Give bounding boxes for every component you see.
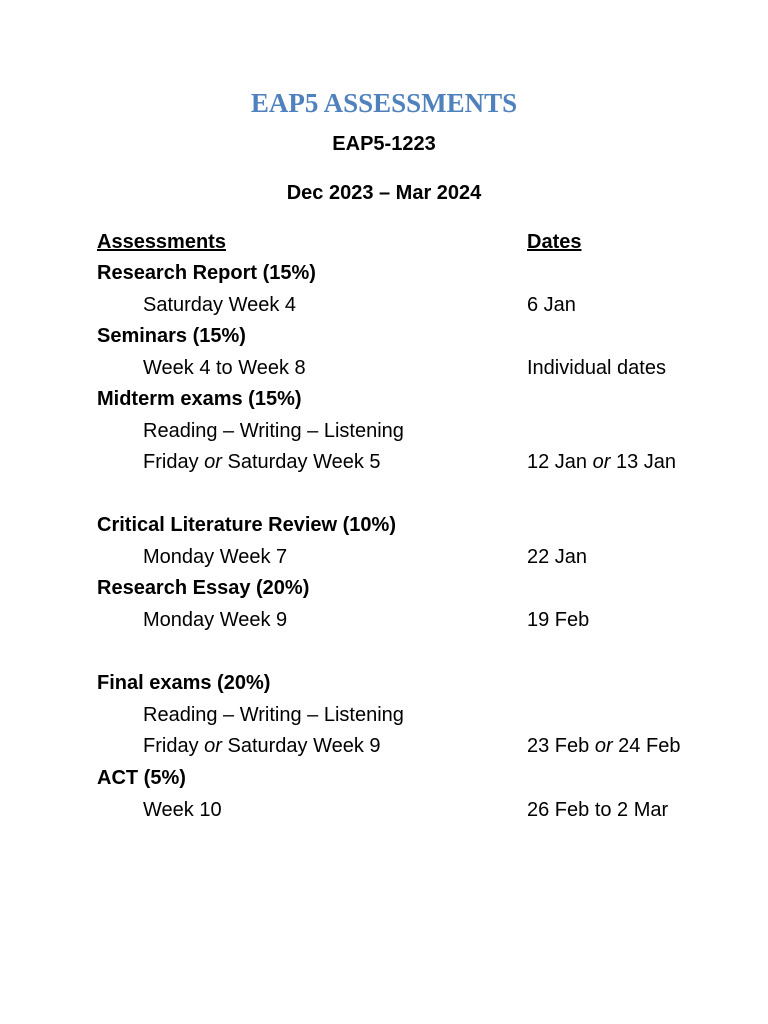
section-act	[97, 764, 737, 792]
item-date	[527, 448, 676, 476]
list-item	[97, 543, 737, 571]
item-label-or: or	[204, 451, 222, 473]
list-item	[97, 732, 737, 760]
item-date-part: 12 Jan	[527, 451, 593, 473]
section-title: Research Report (15%)	[97, 262, 316, 284]
item-label	[143, 448, 381, 476]
section-title: Final exams (20%)	[97, 672, 271, 694]
item-label-part: Friday	[143, 451, 205, 473]
item-date-part: 23 Feb	[527, 735, 595, 757]
list-item	[97, 291, 737, 319]
item-date-or: or	[594, 735, 613, 757]
item-label-part: Friday	[143, 735, 205, 757]
assessments-header: Assessments	[97, 231, 226, 253]
item-date-part: 24 Feb	[612, 735, 681, 757]
item-label-part: Saturday Week 5	[221, 451, 381, 473]
section-title: Midterm exams (15%)	[97, 388, 302, 410]
section-final-exams	[97, 669, 737, 697]
item-label: Reading – Writing – Listening	[143, 704, 404, 726]
section-midterm-exams	[97, 385, 737, 413]
item-label: Week 10	[143, 799, 222, 821]
item-label: Monday Week 9	[143, 609, 288, 631]
course-code: EAP5-1223	[332, 133, 436, 155]
section-seminars	[97, 322, 737, 350]
item-date: Individual dates	[527, 357, 666, 379]
list-item	[97, 606, 737, 634]
item-label: Saturday Week 4	[143, 294, 297, 316]
list-item	[97, 417, 737, 445]
item-date: 6 Jan	[527, 294, 576, 316]
list-item	[97, 354, 737, 382]
item-date: 19 Feb	[527, 609, 590, 631]
list-item	[97, 701, 737, 729]
list-item	[97, 448, 737, 476]
section-title: Research Essay (20%)	[97, 577, 310, 599]
document-title: EAP5 ASSESSMENTS	[250, 88, 518, 118]
section-title: ACT (5%)	[97, 767, 186, 789]
item-label: Reading – Writing – Listening	[143, 420, 404, 442]
section-title: Seminars (15%)	[97, 325, 246, 347]
item-date: 22 Jan	[527, 546, 588, 568]
item-date-part: 13 Jan	[610, 451, 677, 473]
item-date: 26 Feb to 2 Mar	[527, 799, 669, 821]
dates-header: Dates	[527, 231, 582, 253]
item-date-or: or	[592, 451, 611, 473]
section-research-essay	[97, 574, 737, 602]
course-period: Dec 2023 – Mar 2024	[286, 182, 482, 204]
item-label: Week 4 to Week 8	[143, 357, 306, 379]
section-title: Critical Literature Review (10%)	[97, 514, 396, 536]
item-date	[527, 732, 680, 760]
section-research-report	[97, 259, 737, 287]
section-critical-literature-review	[97, 511, 737, 539]
item-label	[143, 732, 381, 760]
table-header	[97, 228, 737, 256]
list-item	[97, 796, 737, 824]
item-label-or: or	[204, 735, 222, 757]
item-label: Monday Week 7	[143, 546, 288, 568]
item-label-part: Saturday Week 9	[221, 735, 381, 757]
